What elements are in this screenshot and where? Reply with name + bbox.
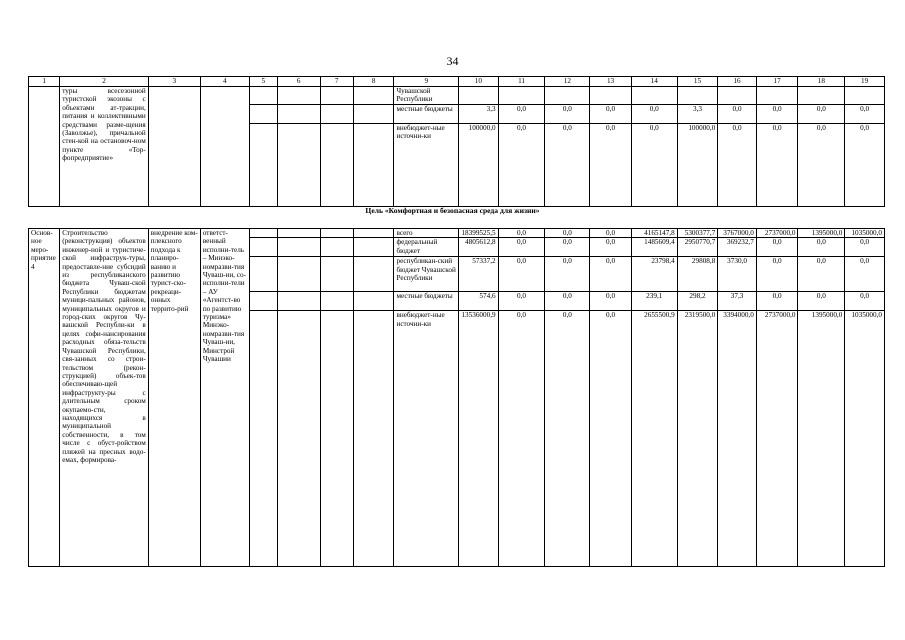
budget-table-continued	[28, 76, 885, 207]
funding-source: внебюджет-ные источни-ки	[394, 123, 459, 206]
cell-empty	[200, 87, 249, 207]
value-cell: 0,0	[545, 311, 590, 567]
value-cell	[459, 87, 499, 105]
value-cell: 1395000,0	[798, 229, 845, 238]
col-header: 14	[631, 77, 677, 87]
value-cell: 0,0	[545, 292, 590, 311]
cell-empty	[353, 311, 394, 567]
value-cell: 0,0	[845, 104, 885, 123]
value-cell: 0,0	[545, 238, 590, 257]
cell-empty	[249, 257, 277, 292]
value-cell: 1395000,0	[798, 311, 845, 567]
value-cell: 2737000,0	[756, 311, 798, 567]
cell-empty	[148, 87, 200, 207]
cell-empty	[277, 257, 320, 292]
value-cell: 5300377,7	[677, 229, 718, 238]
value-cell: 1485609,4	[631, 238, 677, 257]
cell-empty	[353, 229, 394, 238]
col-header: 4	[200, 77, 249, 87]
col-header: 13	[590, 77, 632, 87]
value-cell: 0,0	[845, 292, 885, 311]
value-cell: 13536000,9	[459, 311, 499, 567]
cell-empty	[249, 292, 277, 311]
budget-table-main-activity	[28, 228, 885, 567]
value-cell	[590, 87, 632, 105]
col-header: 7	[320, 77, 353, 87]
cell-empty	[320, 257, 353, 292]
value-cell: 0,0	[798, 292, 845, 311]
value-cell: 0,0	[631, 123, 677, 206]
cell-empty	[249, 311, 277, 567]
column-number-row	[29, 77, 885, 87]
cell-empty	[277, 311, 320, 567]
cell-empty	[353, 123, 394, 206]
cell-empty	[320, 229, 353, 238]
cell-empty	[320, 292, 353, 311]
cell-empty	[353, 292, 394, 311]
value-cell: 0,0	[590, 238, 632, 257]
value-cell: 0,0	[590, 229, 632, 238]
cell-empty	[277, 229, 320, 238]
value-cell: 18399525,5	[459, 229, 499, 238]
value-cell: 3,3	[459, 104, 499, 123]
value-cell	[756, 87, 798, 105]
value-cell	[718, 87, 757, 105]
value-cell: 0,0	[545, 229, 590, 238]
value-cell: 23798,4	[631, 257, 677, 292]
value-cell: 369232,7	[718, 238, 757, 257]
col-header: 9	[394, 77, 459, 87]
value-cell: 3767000,0	[718, 229, 757, 238]
cell-empty	[320, 87, 353, 105]
value-cell	[631, 87, 677, 105]
value-cell	[677, 87, 718, 105]
page-number: 34	[446, 54, 459, 68]
value-cell: 2737000,0	[756, 229, 798, 238]
value-cell: 0,0	[845, 238, 885, 257]
funding-source: республикан-ский бюджет Чувашской Республики	[394, 257, 459, 292]
col-header: 18	[798, 77, 845, 87]
value-cell: 37,3	[718, 292, 757, 311]
value-cell: 3,3	[677, 104, 718, 123]
value-cell: 0,0	[798, 104, 845, 123]
cell-empty	[353, 238, 394, 257]
cell-empty	[320, 123, 353, 206]
value-cell: 0,0	[798, 123, 845, 206]
cell-empty	[320, 104, 353, 123]
col-header: 1	[29, 77, 60, 87]
value-cell: 0,0	[590, 311, 632, 567]
value-cell: 574,6	[459, 292, 499, 311]
value-cell: 2655500,9	[631, 311, 677, 567]
value-cell: 0,0	[498, 238, 545, 257]
goal-heading: Цель «Комфортная и безопасная среда для жизни»	[365, 206, 540, 215]
value-cell: 0,0	[718, 123, 757, 206]
value-cell: 0,0	[545, 257, 590, 292]
value-cell: 298,2	[677, 292, 718, 311]
value-cell: 0,0	[498, 292, 545, 311]
value-cell: 0,0	[498, 229, 545, 238]
value-cell: 2319500,0	[677, 311, 718, 567]
cell-empty	[249, 123, 277, 206]
activity-description: Строительство (реконструкция) объектов инженер-ной и туристиче-ской инфраструк-туры, предоставле-ние субсидий из республиканского бюджета Чуваш-ской Республики бюджетам муници-пальных районов, муниципальных округов и город-ских округов Чу-вашской Республи-ки в целях софи-нансирования расходных обяза-тельств Чувашской Республики, свя-занных со строи-тельством (рекон-струкцией) объек-тов обеспечиваю-щей инфраструкту-ры с длительным сроком окупаемо-сти, находящихся в муниципальной собственности, в том числе с обуст-ройством пляжей на пресных водо-емах, формирова-	[60, 229, 149, 567]
cell-empty	[277, 292, 320, 311]
funding-source: Чувашской Республики	[394, 87, 459, 105]
value-cell: 1035000,0	[845, 311, 885, 567]
value-cell: 0,0	[590, 123, 632, 206]
cell-empty	[277, 104, 320, 123]
cell-empty	[249, 238, 277, 257]
value-cell: 0,0	[845, 123, 885, 206]
value-cell: 0,0	[845, 257, 885, 292]
col-header: 19	[845, 77, 885, 87]
activity-executors: ответст-венный исполни-тель – Минэко-номразви-тия Чуваш-ии, со-исполни-тели – АУ «Агентст-во по развитию туризма» Минэко-номразви-тия Чуваш-ии, Минстрой Чувашии	[200, 229, 249, 567]
value-cell: 0,0	[756, 104, 798, 123]
value-cell	[845, 87, 885, 105]
cell-empty	[249, 87, 277, 105]
col-header: 10	[459, 77, 499, 87]
col-header: 16	[718, 77, 757, 87]
value-cell: 4165147,8	[631, 229, 677, 238]
col-header: 17	[756, 77, 798, 87]
value-cell: 0,0	[498, 257, 545, 292]
value-cell: 100000,0	[677, 123, 718, 206]
funding-source: всего	[394, 229, 459, 238]
col-header: 3	[148, 77, 200, 87]
value-cell: 239,1	[631, 292, 677, 311]
value-cell: 0,0	[756, 123, 798, 206]
value-cell: 0,0	[498, 123, 545, 206]
col-header: 12	[545, 77, 590, 87]
cell-empty	[29, 87, 60, 207]
value-cell: 1035000,0	[845, 229, 885, 238]
value-cell	[798, 87, 845, 105]
cell-empty	[277, 87, 320, 105]
col-header: 11	[498, 77, 545, 87]
table-row	[29, 229, 885, 238]
value-cell: 0,0	[756, 292, 798, 311]
funding-source: местные бюджеты	[394, 292, 459, 311]
cell-empty	[353, 257, 394, 292]
funding-source: федеральный бюджет	[394, 238, 459, 257]
col-header: 2	[60, 77, 149, 87]
table-row	[29, 87, 885, 105]
cell-empty	[249, 104, 277, 123]
cell-empty	[277, 123, 320, 206]
funding-source: местные бюджеты	[394, 104, 459, 123]
value-cell	[545, 87, 590, 105]
measure-description: туры всесезонной туристской экозоны с объектами ат-тракции, питания и коллективными средствами разме-щения (Заволжье), причальной стен-кой на остановоч-ном пункте «Тор-фопредприятие»	[60, 87, 149, 207]
cell-empty	[353, 104, 394, 123]
value-cell: 2950770,7	[677, 238, 718, 257]
value-cell: 0,0	[590, 292, 632, 311]
col-header: 6	[277, 77, 320, 87]
value-cell: 4805612,8	[459, 238, 499, 257]
cell-empty	[277, 238, 320, 257]
value-cell: 100000,0	[459, 123, 499, 206]
value-cell: 0,0	[498, 104, 545, 123]
cell-empty	[353, 87, 394, 105]
cell-empty	[320, 238, 353, 257]
activity-number: Основ-ное меро-приятие 4	[29, 229, 60, 567]
col-header: 15	[677, 77, 718, 87]
value-cell: 0,0	[545, 123, 590, 206]
value-cell: 0,0	[756, 238, 798, 257]
funding-source: внебюджет-ные источни-ки	[394, 311, 459, 567]
value-cell: 57337,2	[459, 257, 499, 292]
value-cell: 0,0	[718, 104, 757, 123]
value-cell: 0,0	[631, 104, 677, 123]
value-cell: 0,0	[590, 104, 632, 123]
value-cell: 0,0	[498, 311, 545, 567]
value-cell: 3394000,0	[718, 311, 757, 567]
value-cell: 0,0	[756, 257, 798, 292]
activity-goal: внедрение ком-плексного подхода к планиро-ванию и развитию турист-ско-рекреаци-онных террито-рий	[148, 229, 200, 567]
col-header: 5	[249, 77, 277, 87]
value-cell: 0,0	[590, 257, 632, 292]
cell-empty	[249, 229, 277, 238]
value-cell: 29808,8	[677, 257, 718, 292]
cell-empty	[320, 311, 353, 567]
value-cell: 0,0	[545, 104, 590, 123]
col-header: 8	[353, 77, 394, 87]
value-cell	[498, 87, 545, 105]
value-cell: 0,0	[798, 257, 845, 292]
value-cell: 0,0	[798, 238, 845, 257]
value-cell: 3730,0	[718, 257, 757, 292]
